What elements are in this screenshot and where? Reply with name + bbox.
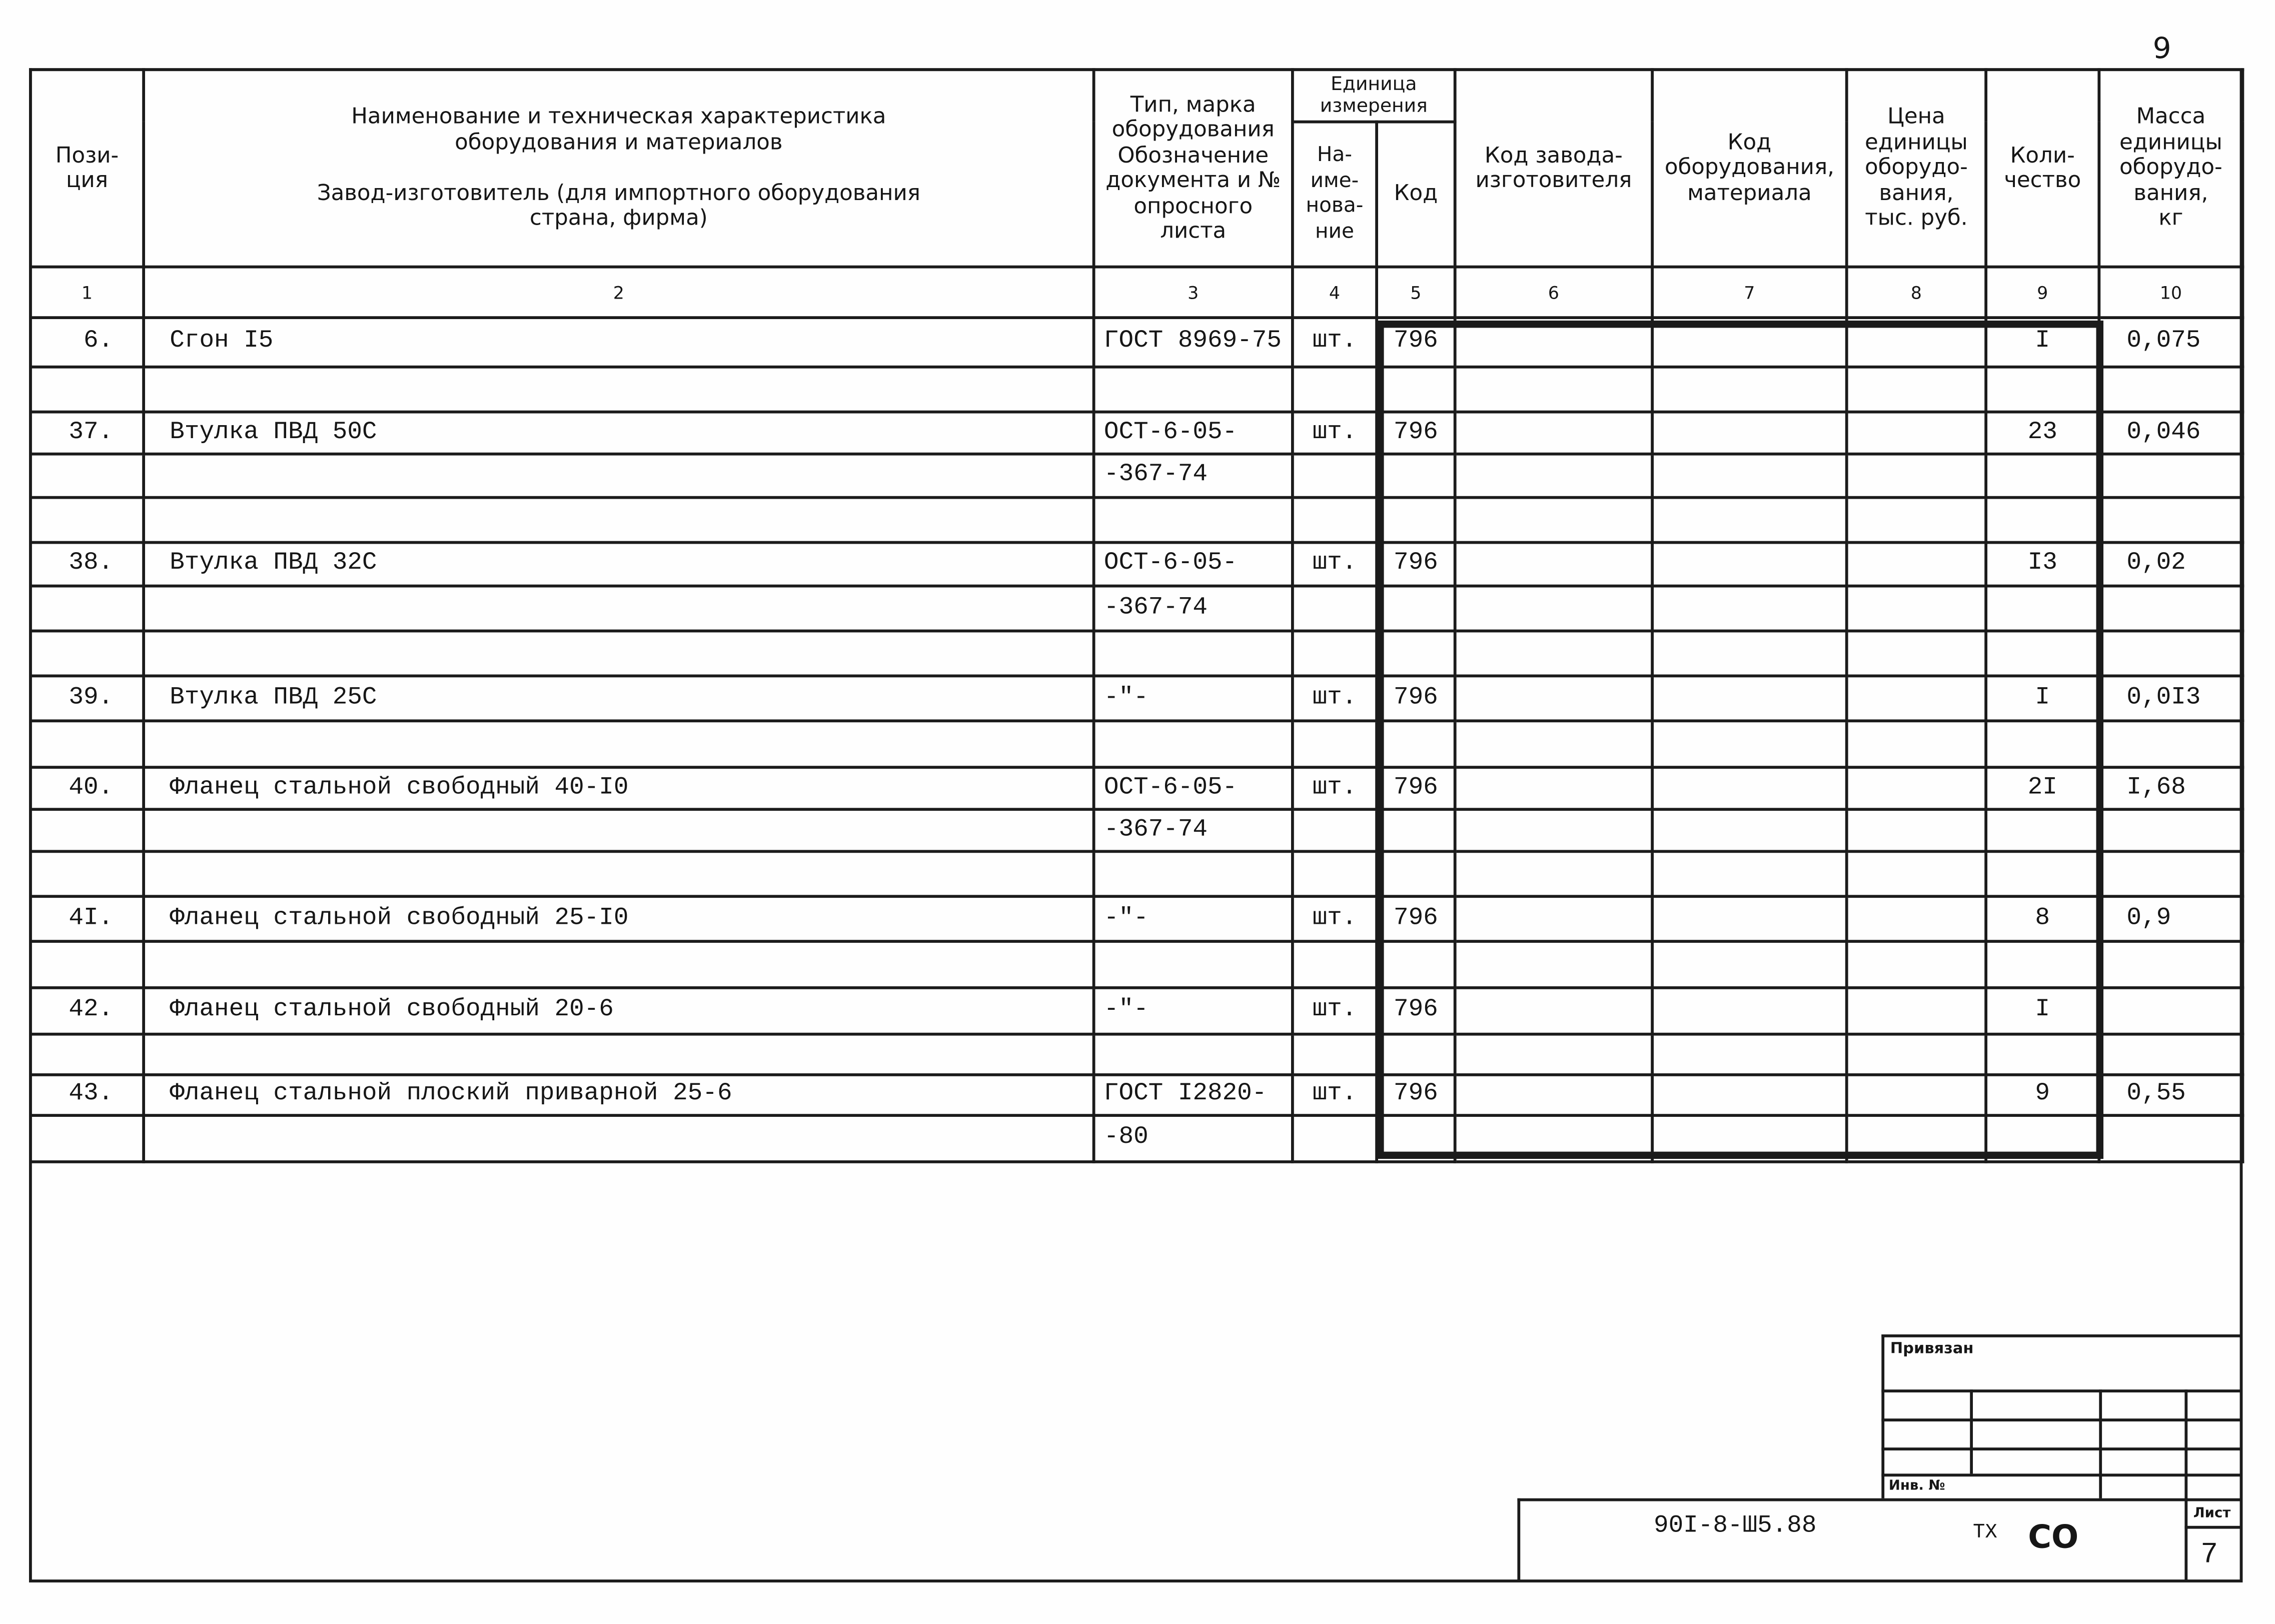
stamp-grid-line	[1970, 1389, 1972, 1473]
row-position	[31, 454, 144, 498]
row-name	[144, 851, 1094, 896]
row-name	[144, 586, 1094, 631]
row-type	[1094, 631, 1293, 676]
row-name: Втулка ПВД 25С	[144, 676, 1094, 721]
header-price: Цена единицы оборудо- вания, тыс. руб.	[1847, 70, 1986, 267]
row-unit: шт.	[1293, 988, 1377, 1034]
stamp-grid-line	[1881, 1389, 2241, 1391]
stamp-grid-line	[1881, 1473, 2241, 1475]
row-mass: 0,02	[2099, 543, 2242, 586]
row-mass	[2099, 1115, 2242, 1162]
row-position	[31, 851, 144, 896]
row-name	[144, 941, 1094, 988]
row-type: ГОСТ 8969-75	[1094, 318, 1293, 367]
row-mass: 0,046	[2099, 412, 2242, 454]
row-mass: 0,0I3	[2099, 676, 2242, 721]
header-type: Тип, марка оборудования Обозначение документа и № опросного листа	[1094, 70, 1293, 267]
row-position	[31, 941, 144, 988]
row-name	[144, 631, 1094, 676]
row-quantity: 9	[1986, 1075, 2099, 1115]
row-position	[31, 721, 144, 767]
row-unit-code: 796	[1377, 676, 1455, 721]
row-position: 40.	[31, 767, 144, 809]
sheet-label: Лист	[2193, 1505, 2231, 1522]
row-unit: шт.	[1293, 767, 1377, 809]
document-type: СО	[2028, 1520, 2079, 1556]
row-position: 37.	[31, 412, 144, 454]
header-unit-group: Единица измерения	[1293, 70, 1455, 122]
row-quantity: 2I	[1986, 767, 2099, 809]
row-name: Фланец стальной свободный 20-6	[144, 988, 1094, 1034]
row-mass	[2099, 454, 2242, 498]
highlight-frame	[1377, 321, 2103, 1159]
row-type	[1094, 498, 1293, 543]
row-type: -367-74	[1094, 809, 1293, 851]
row-type: -"-	[1094, 896, 1293, 941]
row-unit	[1293, 1034, 1377, 1075]
row-mass	[2099, 498, 2242, 543]
row-unit-code: 796	[1377, 318, 1455, 367]
row-name	[144, 367, 1094, 412]
row-quantity: I	[1986, 676, 2099, 721]
stamp-grid-line	[1881, 1447, 2241, 1449]
column-number: 5	[1377, 267, 1455, 318]
row-mass	[2099, 809, 2242, 851]
row-mass: 0,075	[2099, 318, 2242, 367]
row-mass	[2099, 631, 2242, 676]
header-unit-code: Код	[1377, 122, 1455, 267]
row-name	[144, 1115, 1094, 1162]
row-type	[1094, 1034, 1293, 1075]
row-type	[1094, 941, 1293, 988]
row-name: Втулка ПВД 32С	[144, 543, 1094, 586]
column-number: 10	[2099, 267, 2242, 318]
row-mass	[2099, 1034, 2242, 1075]
row-unit	[1293, 941, 1377, 988]
column-number-row	[31, 267, 2243, 318]
header-name: Наименование и техническая характеристика оборудования и материалов Завод-изготовитель (для импортного оборудования страна, фирма)	[144, 70, 1094, 267]
column-number: 7	[1652, 267, 1847, 318]
row-unit	[1293, 1115, 1377, 1162]
row-type: ОСТ-6-05-	[1094, 543, 1293, 586]
row-unit: шт.	[1293, 412, 1377, 454]
row-mass	[2099, 367, 2242, 412]
row-mass: 0,55	[2099, 1075, 2242, 1115]
row-mass	[2099, 988, 2242, 1034]
row-position	[31, 631, 144, 676]
row-name	[144, 498, 1094, 543]
row-unit	[1293, 498, 1377, 543]
row-unit-code: 796	[1377, 896, 1455, 941]
column-number: 4	[1293, 267, 1377, 318]
row-position: 39.	[31, 676, 144, 721]
row-name	[144, 809, 1094, 851]
section-code: ТХ	[1973, 1521, 1997, 1545]
column-number: 1	[31, 267, 144, 318]
row-quantity: I	[1986, 318, 2099, 367]
row-unit: шт.	[1293, 896, 1377, 941]
header-unit-name: На- име- нова- ние	[1293, 122, 1377, 267]
row-quantity: 23	[1986, 412, 2099, 454]
row-unit-code: 796	[1377, 412, 1455, 454]
column-number: 3	[1094, 267, 1293, 318]
header-mass: Масса единицы оборудо- вания, кг	[2099, 70, 2242, 267]
sheet-number: 7	[2200, 1538, 2218, 1572]
row-position: 38.	[31, 543, 144, 586]
row-type: -367-74	[1094, 454, 1293, 498]
row-position	[31, 1034, 144, 1075]
row-mass: 0,9	[2099, 896, 2242, 941]
row-name: Втулка ПВД 50С	[144, 412, 1094, 454]
row-position	[31, 367, 144, 412]
column-number: 9	[1986, 267, 2099, 318]
row-unit: шт.	[1293, 676, 1377, 721]
row-unit: шт.	[1293, 318, 1377, 367]
row-quantity: I3	[1986, 543, 2099, 586]
row-unit-code: 796	[1377, 543, 1455, 586]
row-mass	[2099, 586, 2242, 631]
row-type: -"-	[1094, 676, 1293, 721]
row-unit-code: 796	[1377, 1075, 1455, 1115]
row-position: 6.	[31, 318, 144, 367]
row-mass: I,68	[2099, 767, 2242, 809]
stamp-grid-line	[1881, 1418, 2241, 1420]
row-unit	[1293, 809, 1377, 851]
row-name	[144, 721, 1094, 767]
row-unit	[1293, 631, 1377, 676]
main-stamp	[1517, 1498, 2241, 1581]
row-mass	[2099, 941, 2242, 988]
row-unit: шт.	[1293, 1075, 1377, 1115]
header-equipment-code: Код оборудования, материала	[1652, 70, 1847, 267]
row-type: ОСТ-6-05-	[1094, 412, 1293, 454]
row-position	[31, 498, 144, 543]
row-position: 4I.	[31, 896, 144, 941]
row-unit	[1293, 721, 1377, 767]
row-name: Фланец стальной плоский приварной 25-6	[144, 1075, 1094, 1115]
column-number: 6	[1455, 267, 1652, 318]
header-row	[31, 70, 2243, 122]
row-name	[144, 454, 1094, 498]
row-mass	[2099, 721, 2242, 767]
row-type: -"-	[1094, 988, 1293, 1034]
sheet-divider-line	[2184, 1526, 2241, 1528]
row-mass	[2099, 851, 2242, 896]
inventory-label: Инв. №	[1888, 1478, 1945, 1494]
attached-label: Привязан	[1890, 1340, 1974, 1358]
row-name: Фланец стальной свободный 40-I0	[144, 767, 1094, 809]
column-number: 8	[1847, 267, 1986, 318]
row-type	[1094, 367, 1293, 412]
row-type: ГОСТ I2820-	[1094, 1075, 1293, 1115]
row-unit	[1293, 454, 1377, 498]
row-position	[31, 586, 144, 631]
row-type: -80	[1094, 1115, 1293, 1162]
row-unit-code: 796	[1377, 767, 1455, 809]
stamp-grid-line	[2099, 1389, 2101, 1498]
row-quantity: I	[1986, 988, 2099, 1034]
row-name: Сгон I5	[144, 318, 1094, 367]
row-position: 42.	[31, 988, 144, 1034]
row-position	[31, 1115, 144, 1162]
header-plant-code: Код завода- изготовителя	[1455, 70, 1652, 267]
row-type	[1094, 721, 1293, 767]
row-type	[1094, 851, 1293, 896]
row-type: -367-74	[1094, 586, 1293, 631]
row-unit	[1293, 851, 1377, 896]
row-unit: шт.	[1293, 543, 1377, 586]
document-code: 90I-8-Ш5.88	[1654, 1512, 1817, 1540]
row-unit	[1293, 586, 1377, 631]
row-position: 43.	[31, 1075, 144, 1115]
page-number: 9	[2152, 30, 2171, 66]
row-type: ОСТ-6-05-	[1094, 767, 1293, 809]
row-name: Фланец стальной свободный 25-I0	[144, 896, 1094, 941]
row-name	[144, 1034, 1094, 1075]
row-quantity: 8	[1986, 896, 2099, 941]
row-unit	[1293, 367, 1377, 412]
column-number: 2	[144, 267, 1094, 318]
header-quantity: Коли- чество	[1986, 70, 2099, 267]
row-unit-code: 796	[1377, 988, 1455, 1034]
header-position: Пози- ция	[31, 70, 144, 267]
row-position	[31, 809, 144, 851]
